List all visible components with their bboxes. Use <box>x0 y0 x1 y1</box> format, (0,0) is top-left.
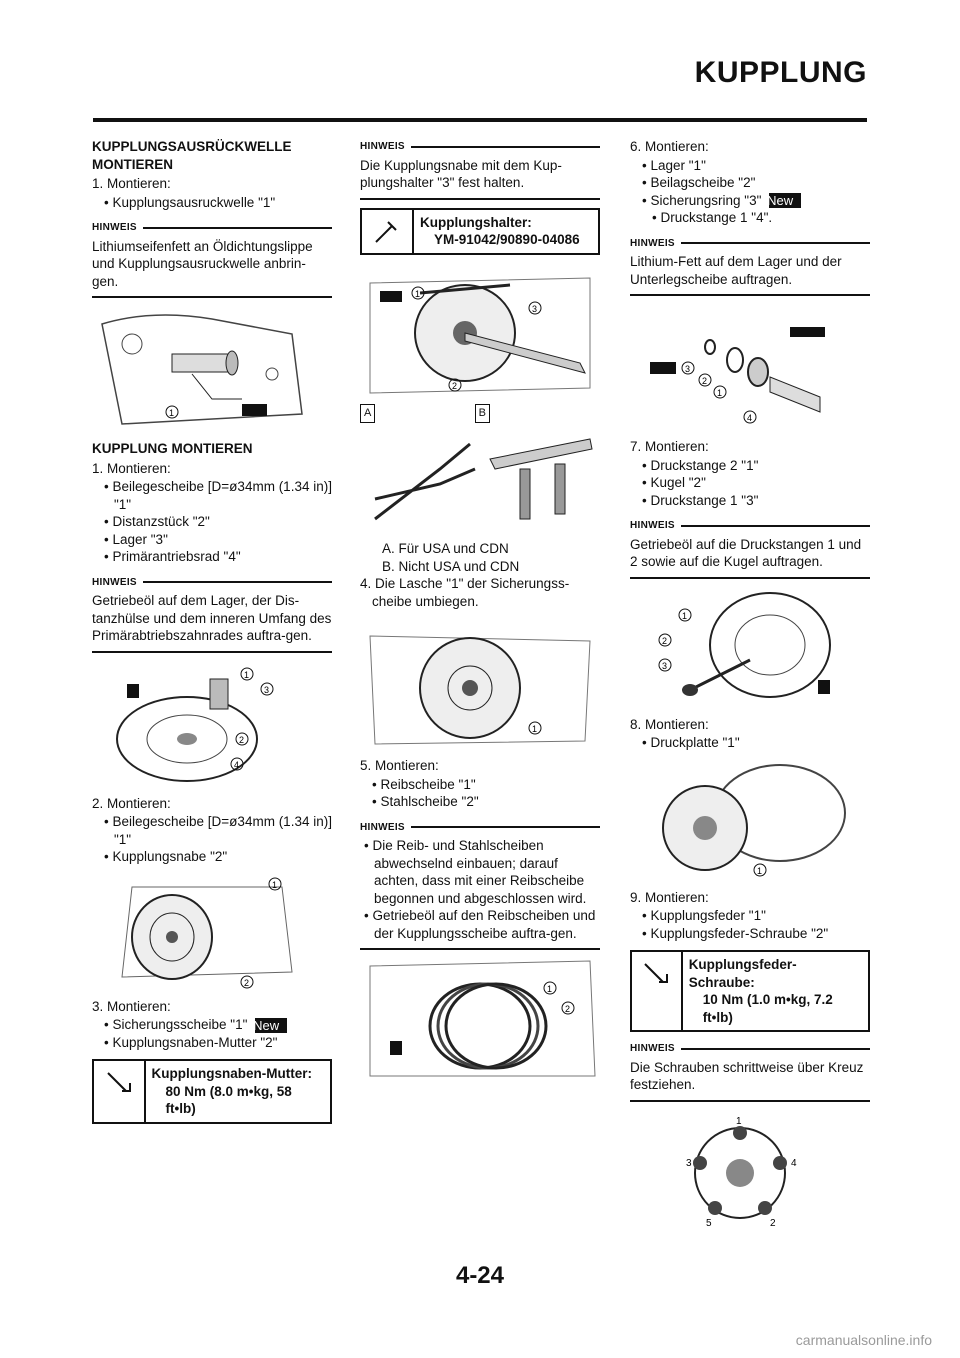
note-text: Getriebeöl auf die Druckstangen 1 und 2 sowie auf die Kugel auftragen. <box>630 536 870 579</box>
list-item: • Stahlscheibe "2" <box>360 793 600 811</box>
note-label: HINWEIS <box>92 222 137 233</box>
list-item: • Beilegescheibe [D=ø34mm (1.34 in)] "1" <box>92 813 332 848</box>
list-item <box>630 192 870 210</box>
section-title-clutch-install: KUPPLUNG MONTIEREN <box>92 441 253 456</box>
note-label: HINWEIS <box>630 237 675 249</box>
note-label: HINWEIS <box>92 576 137 588</box>
illustration-primary-gear <box>92 659 332 789</box>
note-text: Die Schrauben schrittweise über Kreuz festziehen. <box>630 1059 870 1102</box>
step-text: 3. Montieren: <box>92 998 171 1014</box>
step-text: 8. Montieren: <box>630 716 709 732</box>
svg-text:1: 1 <box>547 984 553 994</box>
note-block <box>92 219 332 298</box>
list-item-continuation: • Druckstange 1 "4". <box>630 209 870 227</box>
note-block <box>360 819 600 951</box>
note-text: Getriebeöl auf dem Lager, der Dis-tanzhülse und dem inneren Umfang des Primärabtriebszahnrades auftra-gen. <box>92 592 332 653</box>
torque-wrench-icon <box>94 1061 146 1122</box>
svg-text:5: 5 <box>706 1217 712 1229</box>
illustration-friction-plates <box>360 956 600 1081</box>
torque-spec-box <box>630 950 870 1032</box>
caption-a: A. Für USA und CDN <box>382 541 509 556</box>
list-item: • Kugel "2" <box>630 474 870 492</box>
list-item: • Kupplungsfeder-Schraube "2" <box>630 925 870 943</box>
page-header-title: KUPPLUNG <box>694 56 867 89</box>
svg-text:1: 1 <box>757 865 763 876</box>
figure-label-b: B <box>475 404 490 424</box>
svg-text:1: 1 <box>717 388 723 398</box>
svg-text:2: 2 <box>239 734 245 745</box>
list-item: • Druckstange 1 "3" <box>630 492 870 510</box>
list-item: • Primärantriebsrad "4" <box>92 548 332 566</box>
illustration-pressure-plate <box>630 758 870 883</box>
list-item: • Die Reib- und Stahlscheiben abwechselnd einbauen; darauf achten, dass mit einer Reibscheibe begonnen und abgeschlossen wird. <box>360 837 600 907</box>
svg-text:2: 2 <box>565 1004 571 1014</box>
step-text: 2. Montieren: <box>92 795 171 811</box>
spec-title: Kupplungshalter: <box>420 214 532 230</box>
header-rule <box>93 118 867 122</box>
spec-title: Kupplungsfeder-Schraube: <box>688 957 797 990</box>
svg-text:3: 3 <box>686 1157 692 1169</box>
note-block <box>92 574 332 653</box>
new-badge: New <box>769 193 801 208</box>
list-item: • Lager "3" <box>92 531 332 549</box>
spec-value: 10 Nm (1.0 m•kg, 7.2 ft•lb) <box>702 992 833 1025</box>
note-label: HINWEIS <box>360 141 405 152</box>
page-number: 4-24 <box>455 1262 505 1289</box>
svg-text:1: 1 <box>682 610 688 621</box>
svg-text:1: 1 <box>272 879 278 890</box>
step-text: 7. Montieren: <box>630 439 709 454</box>
list-item <box>92 1016 332 1034</box>
column-2 <box>360 138 600 1087</box>
illustration-push-rods-installed <box>630 585 870 710</box>
svg-text:2: 2 <box>244 977 250 988</box>
torque-wrench-icon <box>632 952 683 1030</box>
note-block <box>360 138 600 200</box>
illustration-release-shaft <box>92 304 332 434</box>
step-text: 1. Montieren: <box>92 460 171 476</box>
column-1 <box>92 138 332 1132</box>
svg-text:2: 2 <box>662 635 668 646</box>
svg-text:4: 4 <box>747 413 753 423</box>
illustration-push-rod-parts <box>630 302 870 432</box>
list-item: • Kupplungsausruckwelle "1" <box>92 194 332 212</box>
note-label: HINWEIS <box>360 821 405 833</box>
svg-text:4: 4 <box>791 1157 797 1169</box>
list-item: • Druckstange 2 "1" <box>630 457 870 475</box>
note-label: HINWEIS <box>630 520 675 531</box>
column-3 <box>630 138 870 1239</box>
svg-text:4: 4 <box>234 759 240 770</box>
note-block <box>630 235 870 297</box>
svg-text:1: 1 <box>532 724 538 734</box>
svg-text:3: 3 <box>532 303 538 314</box>
list-item: • Getriebeöl auf den Reibscheiben und der Kupplungsscheibe auftra-gen. <box>360 907 600 942</box>
note-text: Lithium-Fett auf dem Lager und der Unterlegscheibe auftragen. <box>630 253 870 296</box>
spec-value: 80 Nm (8.0 m•kg, 58 ft•lb) <box>165 1083 292 1116</box>
svg-text:1: 1 <box>244 669 250 680</box>
note-text: Lithiumseifenfett an Öldichtungslippe und Kupplungsausruckwelle anbrin-gen. <box>92 238 332 299</box>
svg-text:1: 1 <box>169 408 175 418</box>
list-item-text: Sicherungsring "3" <box>650 192 762 208</box>
svg-text:1: 1 <box>415 288 421 299</box>
illustration-clutch-boss <box>92 872 332 992</box>
list-item: • Kupplungsfeder "1" <box>630 907 870 925</box>
note-block <box>630 1040 870 1102</box>
illustration-clutch-holder <box>360 263 600 398</box>
list-item: • Beilegescheibe [D=ø34mm (1.34 in)] "1" <box>92 478 332 513</box>
list-item-text: Sicherungsscheibe "1" <box>112 1017 248 1032</box>
svg-text:1: 1 <box>736 1115 742 1127</box>
list-item: • Beilagscheibe "2" <box>630 174 870 192</box>
spec-value: YM-91042/90890-04086 <box>434 232 580 247</box>
illustration-holder-tools <box>360 429 600 534</box>
watermark: carmanualsonline.info <box>795 1332 932 1348</box>
svg-text:3: 3 <box>685 364 691 374</box>
figure-label-a: A <box>360 404 375 424</box>
section-title-release-shaft: KUPPLUNGSAUSRÜCKWELLE MONTIEREN <box>92 139 292 172</box>
list-item: • Druckplatte "1" <box>630 734 870 752</box>
list-item: • Reibscheibe "1" <box>360 776 600 794</box>
svg-text:3: 3 <box>662 660 668 671</box>
new-badge: New <box>255 1018 287 1033</box>
illustration-spring-bolt-sequence <box>630 1108 870 1233</box>
spec-title: Kupplungsnaben-Mutter: <box>151 1066 312 1081</box>
list-item: • Lager "1" <box>630 157 870 175</box>
tool-spec-box <box>360 208 600 255</box>
svg-text:3: 3 <box>264 684 270 695</box>
svg-text:2: 2 <box>770 1217 776 1229</box>
torque-spec-box <box>92 1059 332 1124</box>
list-item: • Kupplungsnaben-Mutter "2" <box>92 1034 332 1052</box>
note-text <box>360 837 600 950</box>
step-text: 9. Montieren: <box>630 889 709 905</box>
list-item: • Kupplungsnabe "2" <box>92 848 332 866</box>
step-text: 4. Die Lasche "1" der Sicherungss-cheibe umbiegen. <box>360 576 570 609</box>
svg-text:2: 2 <box>452 380 458 391</box>
list-item: • Distanzstück "2" <box>92 513 332 531</box>
tool-icon <box>362 210 414 253</box>
caption-b: B. Nicht USA und CDN <box>382 558 520 574</box>
note-label: HINWEIS <box>630 1043 675 1054</box>
illustration-lock-washer <box>360 616 600 751</box>
step-text: 5. Montieren: <box>360 758 439 773</box>
note-text: Die Kupplungsnabe mit dem Kup-plungshalter "3" fest halten. <box>360 157 600 200</box>
step-text: 1. Montieren: <box>92 176 171 191</box>
note-block <box>630 517 870 579</box>
step-text: 6. Montieren: <box>630 139 709 154</box>
svg-text:2: 2 <box>702 376 708 386</box>
